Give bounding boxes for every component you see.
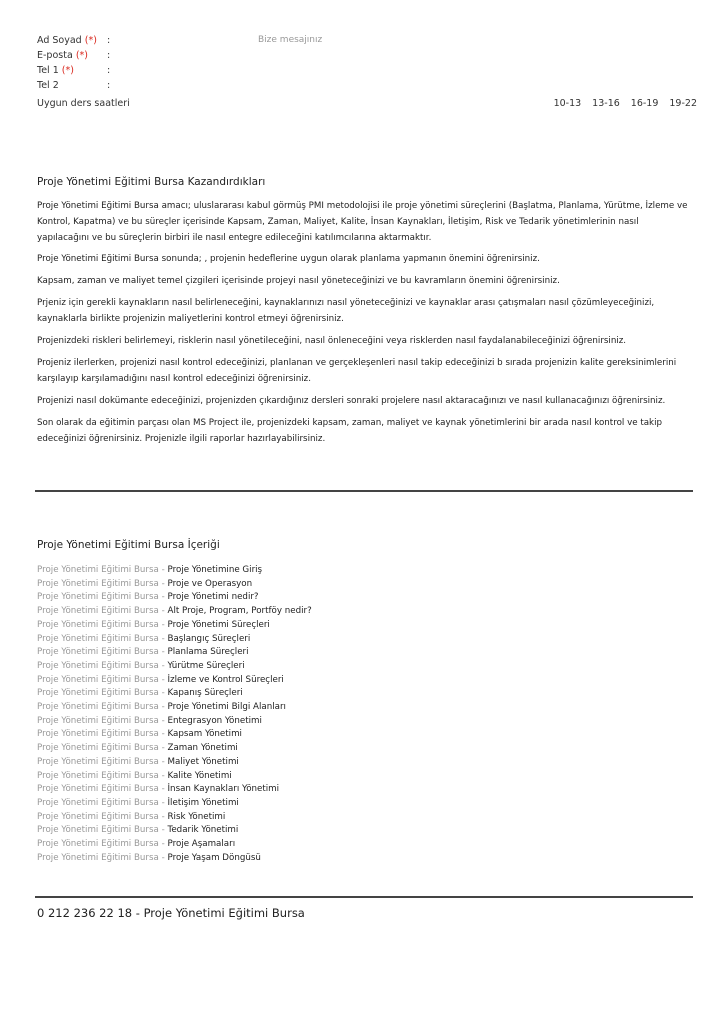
- name-label: Ad Soyad: [37, 35, 82, 46]
- hours-row: [37, 97, 697, 110]
- gains-title: Proje Yönetimi Eğitimi Bursa Kazandırdıkları: [37, 176, 266, 188]
- time-slot-option[interactable]: 16-19: [630, 98, 659, 109]
- list-item-prefix: Proje Yönetimi Eğitimi Bursa -: [37, 702, 168, 713]
- required-mark: (*): [75, 50, 88, 61]
- list-item-label: Zaman Yönetimi: [167, 743, 238, 754]
- list-item[interactable]: [37, 824, 312, 838]
- message-field[interactable]: Bize mesajınız: [258, 35, 323, 45]
- list-item[interactable]: [37, 783, 312, 797]
- list-item[interactable]: [37, 715, 312, 729]
- list-item-prefix: Proje Yönetimi Eğitimi Bursa -: [37, 565, 168, 575]
- list-item[interactable]: [37, 591, 312, 605]
- list-item[interactable]: [37, 564, 312, 578]
- list-item-prefix: Proje Yönetimi Eğitimi Bursa -: [37, 743, 168, 754]
- list-item-label: Proje Yönetimi Bilgi Alanları: [167, 702, 286, 713]
- gains-body: [37, 198, 692, 447]
- list-item-label: Yürütme Süreçleri: [167, 660, 245, 671]
- time-slot-option[interactable]: 10-13: [553, 98, 582, 109]
- list-item-prefix: Proje Yönetimi Eğitimi Bursa -: [37, 715, 168, 726]
- contents-section: [37, 538, 692, 552]
- list-item-prefix: Proje Yönetimi Eğitimi Bursa -: [37, 619, 168, 630]
- list-item-label: Proje ve Operasyon: [167, 578, 253, 589]
- list-item-label: Alt Proje, Program, Portföy nedir?: [167, 606, 312, 617]
- gains-paragraph: Projenizi nasıl dokümante edeceğinizi, projenizden çıkardığınız dersleri sonraki projelere nasıl aktaracağınızı ve nasıl kullanacağınızı öğrenirsiniz.: [37, 396, 666, 406]
- list-item[interactable]: [37, 646, 312, 660]
- list-item-prefix: Proje Yönetimi Eğitimi Bursa -: [37, 688, 168, 699]
- gains-paragraph: Son olarak da eğitimin parçası olan MS Project ile, projenizdeki kapsam, zaman, maliyet ve kaynak yönetimlerini bir arada nasıl kontrol ve takip edeceğinizi öğrenirsiniz. Projenizle ilgili raporlar hazırlayabilirsiniz.: [37, 418, 663, 444]
- footer-divider: [35, 896, 693, 898]
- list-item[interactable]: [37, 660, 312, 674]
- tel2-label: Tel 2: [37, 80, 59, 91]
- list-item-label: Proje Aşamaları: [167, 839, 236, 850]
- time-slot-option[interactable]: 19-22: [669, 98, 697, 109]
- list-item-label: Kalite Yönetimi: [167, 770, 232, 781]
- email-label: E-posta: [37, 50, 73, 61]
- list-item-prefix: Proje Yönetimi Eğitimi Bursa -: [37, 633, 168, 644]
- list-item-label: İnsan Kaynakları Yönetimi: [167, 784, 280, 795]
- list-item-prefix: Proje Yönetimi Eğitimi Bursa -: [37, 839, 168, 850]
- list-item[interactable]: [37, 797, 312, 811]
- list-item-label: Kapsam Yönetimi: [167, 729, 242, 740]
- gains-paragraph: Projeniz ilerlerken, projenizi nasıl kontrol edeceğinizi, planlanan ve gerçekleşenleri nasıl takip edeceğinizi b sırada projenizin kalite gereksinimlerini karşılayıp karşılamadığını nasıl kontrol edeceğinizi öğrenirsiniz.: [37, 358, 677, 384]
- gains-paragraph: Proje Yönetimi Eğitimi Bursa sonunda; , projenin hedeflerine uygun olarak planlama yapmanın önemini öğrenirsiniz.: [37, 254, 540, 264]
- list-item-prefix: Proje Yönetimi Eğitimi Bursa -: [37, 784, 168, 795]
- required-mark: (*): [84, 35, 97, 46]
- list-item-prefix: Proje Yönetimi Eğitimi Bursa -: [37, 729, 168, 740]
- list-item-label: İletişim Yönetimi: [167, 797, 239, 808]
- list-item[interactable]: [37, 838, 312, 852]
- list-item[interactable]: [37, 701, 312, 715]
- contents-list: [37, 564, 312, 865]
- list-item-label: Kapanış Süreçleri: [167, 688, 243, 699]
- list-item[interactable]: [37, 578, 312, 592]
- list-item[interactable]: [37, 619, 312, 633]
- tel1-label: Tel 1: [37, 65, 59, 76]
- list-item-prefix: Proje Yönetimi Eğitimi Bursa -: [37, 674, 168, 685]
- list-item-prefix: Proje Yönetimi Eğitimi Bursa -: [37, 578, 168, 589]
- gains-section: [37, 175, 692, 447]
- section-divider: [35, 490, 693, 492]
- name-field[interactable]: :: [107, 35, 111, 46]
- time-slot-option[interactable]: 13-16: [592, 98, 620, 109]
- list-item-label: Risk Yönetimi: [167, 811, 226, 822]
- list-item[interactable]: [37, 633, 312, 647]
- required-mark: (*): [61, 65, 74, 76]
- list-item-label: Başlangıç Süreçleri: [167, 633, 251, 644]
- list-item-prefix: Proje Yönetimi Eğitimi Bursa -: [37, 797, 168, 808]
- list-item-label: İzleme ve Kontrol Süreçleri: [167, 674, 284, 685]
- list-item-label: Maliyet Yönetimi: [167, 756, 239, 767]
- list-item-prefix: Proje Yönetimi Eğitimi Bursa -: [37, 825, 168, 836]
- list-item[interactable]: [37, 674, 312, 688]
- list-item[interactable]: [37, 852, 312, 866]
- tel2-field[interactable]: :: [107, 80, 111, 91]
- email-field[interactable]: :: [107, 50, 111, 61]
- footer-phone: 0 212 236 22 18 - Proje Yönetimi Eğitimi Bursa: [37, 906, 305, 920]
- list-item-prefix: Proje Yönetimi Eğitimi Bursa -: [37, 592, 168, 603]
- list-item-label: Proje Yönetimi nedir?: [167, 592, 259, 603]
- list-item[interactable]: [37, 728, 312, 742]
- list-item-prefix: Proje Yönetimi Eğitimi Bursa -: [37, 647, 168, 658]
- list-item-label: Entegrasyon Yönetimi: [167, 715, 262, 726]
- list-item-prefix: Proje Yönetimi Eğitimi Bursa -: [37, 811, 168, 822]
- list-item-prefix: Proje Yönetimi Eğitimi Bursa -: [37, 660, 168, 671]
- time-slots: [543, 97, 697, 110]
- contents-title: Proje Yönetimi Eğitimi Bursa İçeriği: [37, 539, 220, 551]
- list-item-label: Proje Yaşam Döngüsü: [167, 852, 261, 863]
- list-item-prefix: Proje Yönetimi Eğitimi Bursa -: [37, 770, 168, 781]
- list-item[interactable]: [37, 811, 312, 825]
- gains-paragraph: Proje Yönetimi Eğitimi Bursa amacı; uluslararası kabul görmüş PMI metodolojisi ile proje yönetimi süreçlerini (Başlatma, Planlama, Yürütme, İzleme ve Kontrol, Kapatma) ve bu süreçler içerisinde Kapsam, Zaman, Maliyet, Kalite, İnsan Kaynakları, İletişim, Risk ve Tedarik yönetimlerinin nasıl yapılacağını ve bu süreçlerin birbiri ile nasıl entegre edileceğini katılımcılarına aktarmaktır.: [37, 201, 688, 243]
- list-item[interactable]: [37, 687, 312, 701]
- list-item-prefix: Proje Yönetimi Eğitimi Bursa -: [37, 756, 168, 767]
- list-item-label: Tedarik Yönetimi: [167, 825, 239, 836]
- gains-paragraph: Kapsam, zaman ve maliyet temel çizgileri içerisinde projeyi nasıl yöneteceğinizi ve bu kavramların önemini öğrenirsiniz.: [37, 276, 560, 286]
- list-item[interactable]: [37, 605, 312, 619]
- list-item-label: Planlama Süreçleri: [167, 647, 249, 658]
- gains-paragraph: Projenizdeki riskleri belirlemeyi, risklerin nasıl yönetileceğini, nasıl önleneceğini veya risklerden nasıl faydalanabileceğinizi öğrenirsiniz.: [37, 336, 627, 346]
- gains-paragraph: Prjeniz için gerekli kaynakların nasıl belirleneceğini, kaynaklarınızı nasıl yöneteceğinizi ve kaynaklar arası çatışmaları nasıl çözümleyeceğinizi, kaynaklarla birlikte projenizin maliyetlerini kontrol etmeyi öğrenirsiniz.: [37, 298, 655, 324]
- list-item[interactable]: [37, 770, 312, 784]
- list-item-label: Proje Yönetimi Süreçleri: [167, 619, 270, 630]
- list-item[interactable]: [37, 742, 312, 756]
- list-item-prefix: Proje Yönetimi Eğitimi Bursa -: [37, 852, 168, 863]
- list-item-prefix: Proje Yönetimi Eğitimi Bursa -: [37, 606, 168, 617]
- tel1-field[interactable]: :: [107, 65, 111, 76]
- hours-label: Uygun ders saatleri: [37, 98, 130, 109]
- list-item-label: Proje Yönetimine Giriş: [167, 565, 263, 575]
- list-item[interactable]: [37, 756, 312, 770]
